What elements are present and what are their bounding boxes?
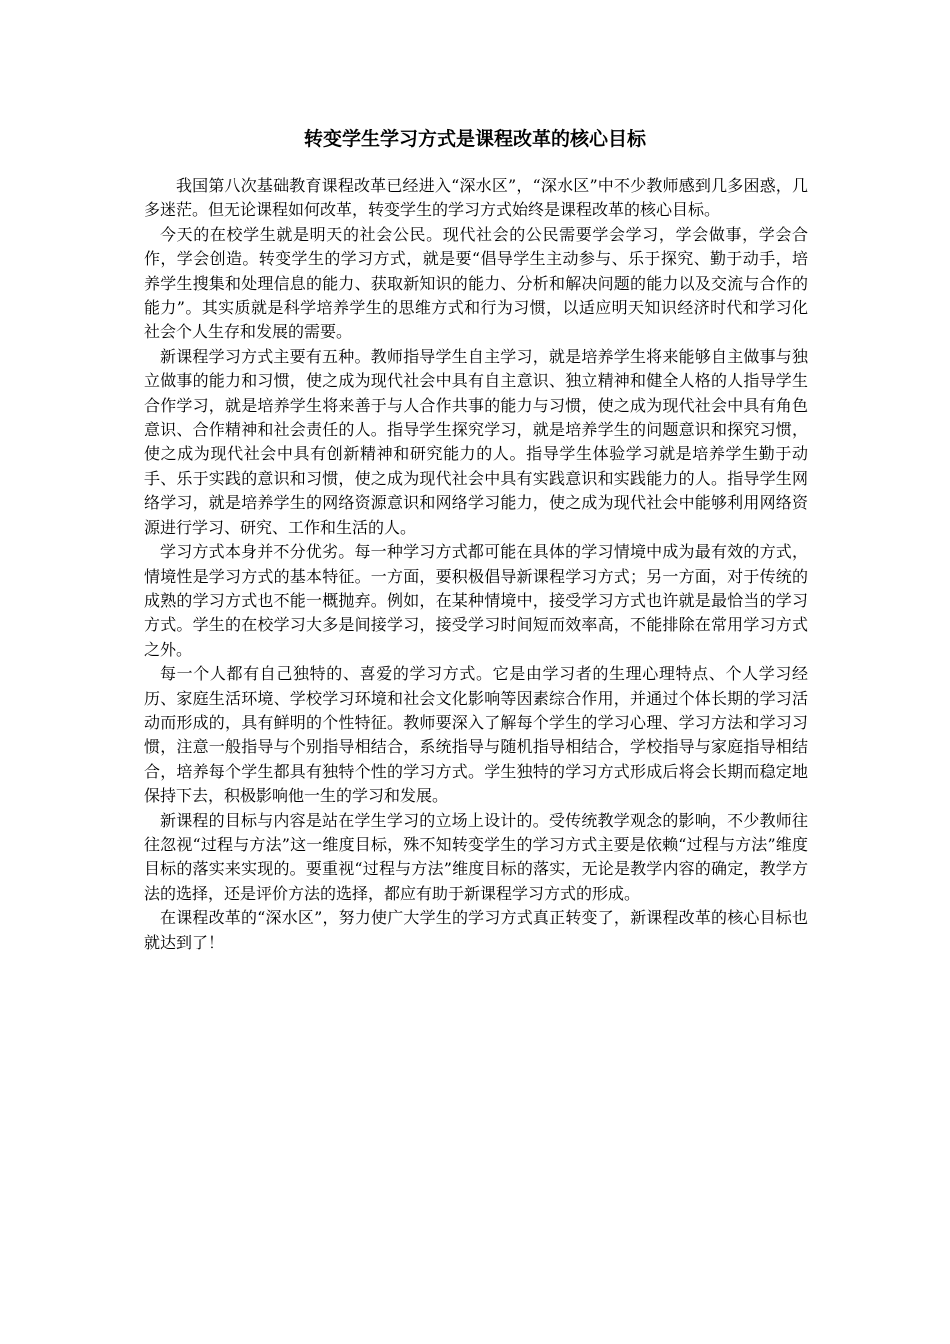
paragraph-citizens: 今天的在校学生就是明天的社会公民。现代社会的公民需要学会学习，学会做事，学会合作，学会创造。转变学生的学习方式，就是要“倡导学生主动参与、乐于探究、勤于动手，培养学生搜集和处理信息的能力、获取新知识的能力、分析和解决问题的能力以及交流与合作的能力”。其实质就是科学培养学生的思维方式和行为习惯，以适应明天知识经济时代和学习化社会个人生存和发展的需要。 — [144, 224, 808, 342]
paragraph-no-superiority: 学习方式本身并不分优劣。每一种学习方式都可能在具体的学习情境中成为最有效的方式，情境性是学习方式的基本特征。一方面，要积极倡导新课程学习方式；另一方面，对于传统的成熟的学习方式也不能一概抛弃。例如，在某种情境中，接受学习方式也许就是最恰当的学习方式。学生的在校学习大多是间接学习，接受学习时间短而效率高，不能排除在常用学习方式之外。 — [144, 542, 808, 659]
paragraph-intro: 我国第八次基础教育课程改革已经进入“深水区”，“深水区”中不少教师感到几多困惑，几多迷茫。但无论课程如何改革，转变学生的学习方式始终是课程改革的核心目标。 — [144, 176, 808, 220]
paragraph-individual-style: 每一个人都有自己独特的、喜爱的学习方式。它是由学习者的生理心理特点、个人学习经历、家庭生活环境、学校学习环境和社会文化影响等因素综合作用，并通过个体长期的学习活动而形成的，具有鲜明的个性特征。教师要深入了解每个学生的学习心理、学习方法和学习习惯，注意一般指导与个别指导相结合，系统指导与随机指导相结合，学校指导与家庭指导相结合，培养每个学生都具有独特个性的学习方式。学生独特的学习方式形成后将会长期而稳定地保持下去，积极影响他一生的学习和发展。 — [144, 664, 808, 806]
paragraph-conclusion: 在课程改革的“深水区”，努力使广大学生的学习方式真正转变了，新课程改革的核心目标也就达到了！ — [144, 908, 808, 952]
paragraph-process-method: 新课程的目标与内容是站在学生学习的立场上设计的。受传统教学观念的影响，不少教师往往忽视“过程与方法”这一维度目标，殊不知转变学生的学习方式主要是依赖“过程与方法”维度目标的落实来实现的。要重视“过程与方法”维度目标的落实，无论是教学内容的确定，教学方法的选择，还是评价方法的选择，都应有助于新课程学习方式的形成。 — [144, 810, 808, 903]
paragraph-five-methods: 新课程学习方式主要有五种。教师指导学生自主学习，就是培养学生将来能够自主做事与独立做事的能力和习惯，使之成为现代社会中具有自主意识、独立精神和健全人格的人指导学生合作学习，就是培养学生将来善于与人合作共事的能力与习惯，使之成为现代社会中具有角色意识、合作精神和社会责任的人。指导学生探究学习，就是培养学生的问题意识和探究习惯，使之成为现代社会中具有创新精神和研究能力的人。指导学生体验学习就是培养学生勤于动手、乐于实践的意识和习惯，使之成为现代社会中具有实践意识和实践能力的人。指导学生网络学习，就是培养学生的网络资源意识和网络学习能力，使之成为现代社会中能够利用网络资源进行学习、研究、工作和生活的人。 — [144, 346, 808, 537]
document-body — [144, 174, 808, 955]
document-title: 转变学生学习方式是课程改革的核心目标 — [303, 128, 646, 150]
